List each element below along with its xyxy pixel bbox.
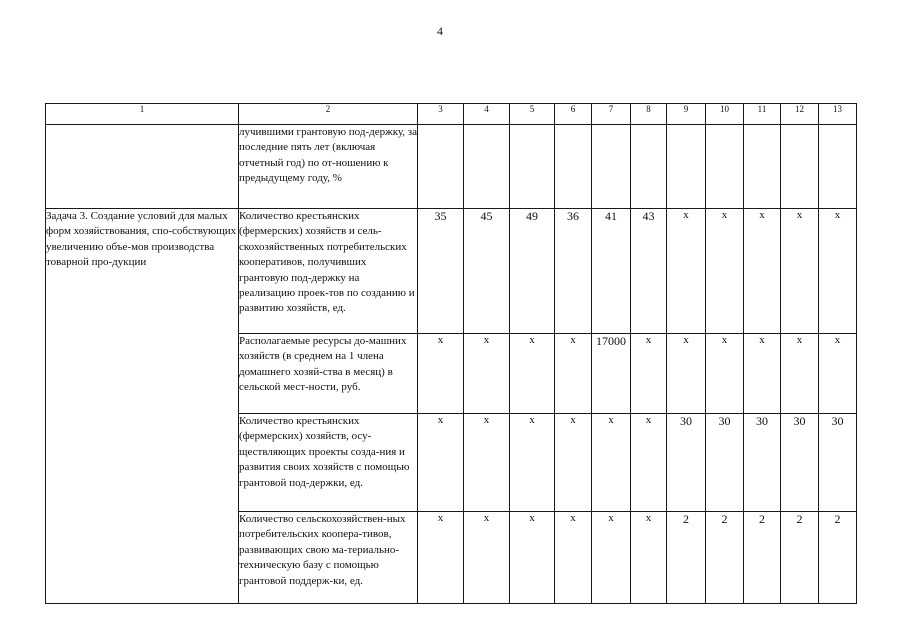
header-cell: 10: [706, 104, 744, 125]
value-cell: 2: [706, 512, 744, 604]
task-cell: Задача 3. Создание условий для малых форм хозяйствования, спо-собствующих увеличению объе-мов производства товарной про-дукции: [46, 209, 239, 604]
value-cell: [510, 125, 555, 209]
value-cell: x: [744, 209, 781, 334]
indicator-cell: Количество крестьянских (фермерских) хозяйств и сель-скохозяйственных потребительских кооперативов, получивших грантовую под-держку на реализацию проек-тов по созданию и развитию хозяйств, ед.: [239, 209, 418, 334]
value-cell: x: [510, 414, 555, 512]
value-cell: x: [744, 334, 781, 414]
value-cell: 30: [781, 414, 819, 512]
value-cell: x: [555, 512, 592, 604]
value-cell: 17000: [592, 334, 631, 414]
value-cell: x: [631, 334, 667, 414]
header-cell: 11: [744, 104, 781, 125]
value-cell: 45: [464, 209, 510, 334]
value-cell: [781, 125, 819, 209]
value-cell: x: [555, 334, 592, 414]
value-cell: x: [667, 209, 706, 334]
table-row: [46, 209, 857, 334]
value-cell: [744, 125, 781, 209]
task-cell: [46, 125, 239, 209]
value-cell: [706, 125, 744, 209]
value-cell: x: [631, 414, 667, 512]
value-cell: x: [464, 512, 510, 604]
value-cell: [667, 125, 706, 209]
indicator-table: [45, 103, 857, 604]
value-cell: [631, 125, 667, 209]
value-cell: x: [555, 414, 592, 512]
value-cell: 41: [592, 209, 631, 334]
table-header-row: [46, 104, 857, 125]
value-cell: 30: [706, 414, 744, 512]
value-cell: 49: [510, 209, 555, 334]
value-cell: x: [510, 334, 555, 414]
value-cell: x: [819, 209, 857, 334]
value-cell: 2: [744, 512, 781, 604]
value-cell: x: [781, 209, 819, 334]
header-cell: 3: [418, 104, 464, 125]
header-cell: 8: [631, 104, 667, 125]
value-cell: x: [418, 512, 464, 604]
value-cell: x: [592, 414, 631, 512]
value-cell: [592, 125, 631, 209]
value-cell: x: [464, 414, 510, 512]
value-cell: 30: [667, 414, 706, 512]
table-row: [46, 125, 857, 209]
value-cell: [819, 125, 857, 209]
value-cell: 2: [819, 512, 857, 604]
value-cell: x: [418, 334, 464, 414]
header-cell: 1: [46, 104, 239, 125]
value-cell: x: [631, 512, 667, 604]
indicator-cell: Располагаемые ресурсы до-машних хозяйств (в среднем на 1 члена домашнего хозяй-ства в месяц) в сельской мест-ности, руб.: [239, 334, 418, 414]
value-cell: x: [706, 334, 744, 414]
indicator-cell: лучившими грантовую под-держку, за последние пять лет (включая отчетный год) по от-ношению к предыдущему году, %: [239, 125, 418, 209]
page-number: 4: [437, 24, 443, 38]
value-cell: x: [510, 512, 555, 604]
value-cell: x: [667, 334, 706, 414]
value-cell: 2: [781, 512, 819, 604]
header-cell: 13: [819, 104, 857, 125]
value-cell: 36: [555, 209, 592, 334]
header-cell: 4: [464, 104, 510, 125]
header-cell: 9: [667, 104, 706, 125]
value-cell: x: [592, 512, 631, 604]
value-cell: [464, 125, 510, 209]
value-cell: 35: [418, 209, 464, 334]
header-cell: 6: [555, 104, 592, 125]
header-cell: 7: [592, 104, 631, 125]
value-cell: 43: [631, 209, 667, 334]
value-cell: 30: [819, 414, 857, 512]
value-cell: 30: [744, 414, 781, 512]
header-cell: 5: [510, 104, 555, 125]
header-cell: 2: [239, 104, 418, 125]
indicator-cell: Количество крестьянских (фермерских) хозяйств, осу-ществляющих проекты созда-ния и развития своих хозяйств с помощью грантовой под-держки, ед.: [239, 414, 418, 512]
value-cell: x: [706, 209, 744, 334]
value-cell: [555, 125, 592, 209]
value-cell: x: [418, 414, 464, 512]
value-cell: x: [819, 334, 857, 414]
value-cell: [418, 125, 464, 209]
value-cell: 2: [667, 512, 706, 604]
value-cell: x: [464, 334, 510, 414]
indicator-cell: Количество сельскохозяйствен-ных потребительских коопера-тивов, развивающих свою ма-териально-техническую базу с помощью грантовой поддерж-ки, ед.: [239, 512, 418, 604]
header-cell: 12: [781, 104, 819, 125]
value-cell: x: [781, 334, 819, 414]
